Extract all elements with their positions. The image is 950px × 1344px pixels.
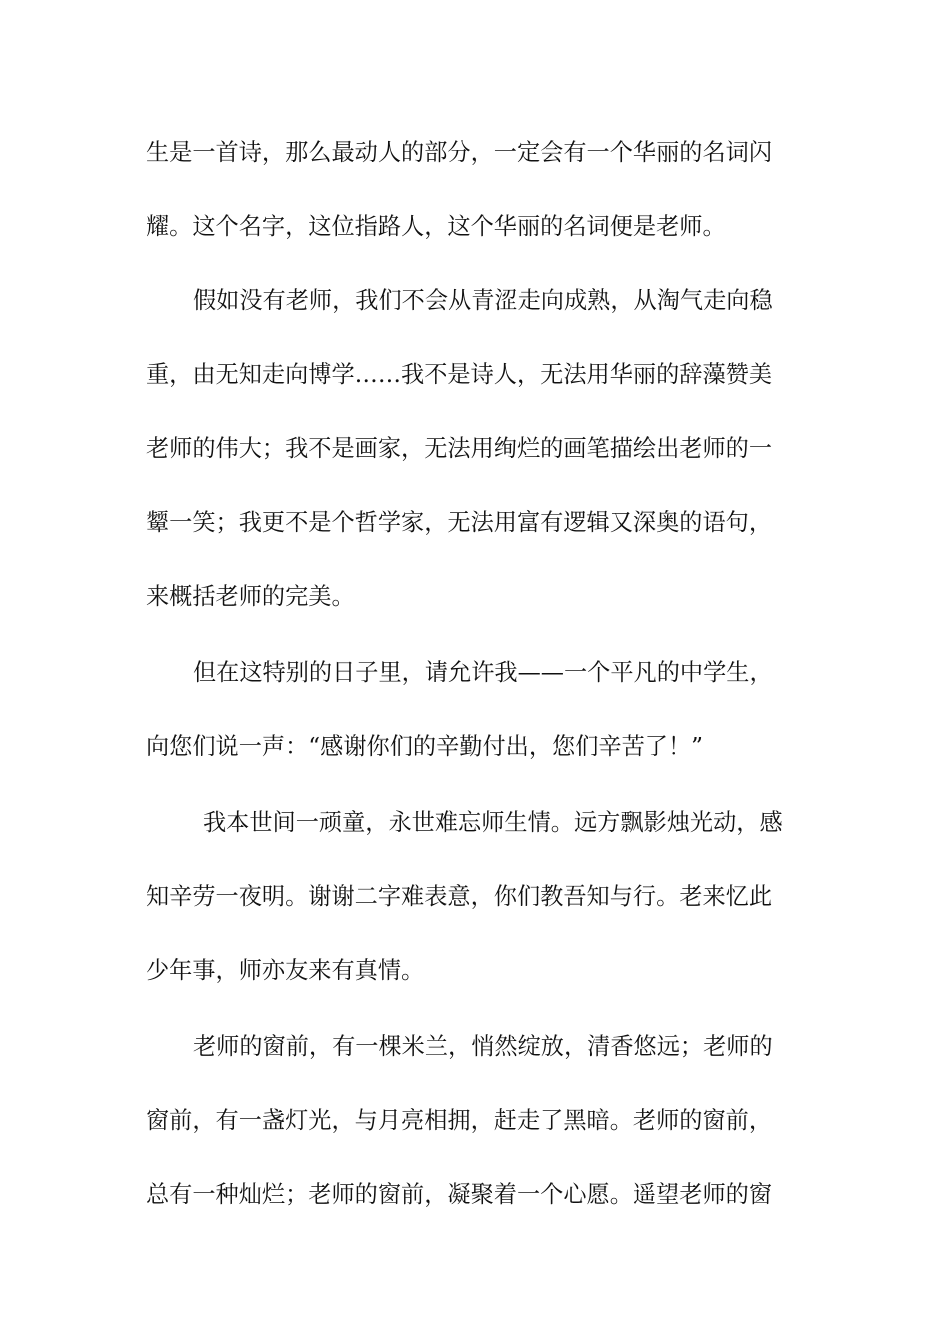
paragraph-start-line: 老师的窗前，有一棵米兰，悄然绽放，清香悠远；老师的 [193,1033,773,1060]
paragraph-start-line: 我本世间一顽童，永世难忘师生情。远方飘影烛光动，感 [203,809,783,836]
paragraph-start-line: 但在这特别的日子里，请允许我——一个平凡的中学生， [193,659,773,686]
text-line: 老师的伟大；我不是画家，无法用绚烂的画笔描绘出老师的一 [146,435,773,462]
text-line: 知辛劳一夜明。谢谢二字难表意，你们教吾知与行。老来忆此 [146,883,773,910]
text-line: 少年事，师亦友来有真情。 [146,957,425,984]
paragraph-start-line: 假如没有老师，我们不会从青涩走向成熟，从淘气走向稳 [193,287,773,314]
text-line: 窗前，有一盏灯光，与月亮相拥，赶走了黑暗。老师的窗前， [146,1107,773,1134]
text-line: 耀。这个名字，这位指路人，这个华丽的名词便是老师。 [146,213,726,240]
text-line: 总有一种灿烂；老师的窗前，凝聚着一个心愿。遥望老师的窗 [146,1181,773,1208]
text-line: 向您们说一声：“感谢你们的辛勤付出，您们辛苦了！” [146,733,704,760]
text-line: 生是一首诗，那么最动人的部分，一定会有一个华丽的名词闪 [146,139,773,166]
text-line: 来概括老师的完美。 [146,583,355,610]
text-line: 颦一笑；我更不是个哲学家，无法用富有逻辑又深奥的语句， [146,509,773,536]
text-line: 重，由无知走向博学……我不是诗人，无法用华丽的辞藻赞美 [146,361,773,388]
